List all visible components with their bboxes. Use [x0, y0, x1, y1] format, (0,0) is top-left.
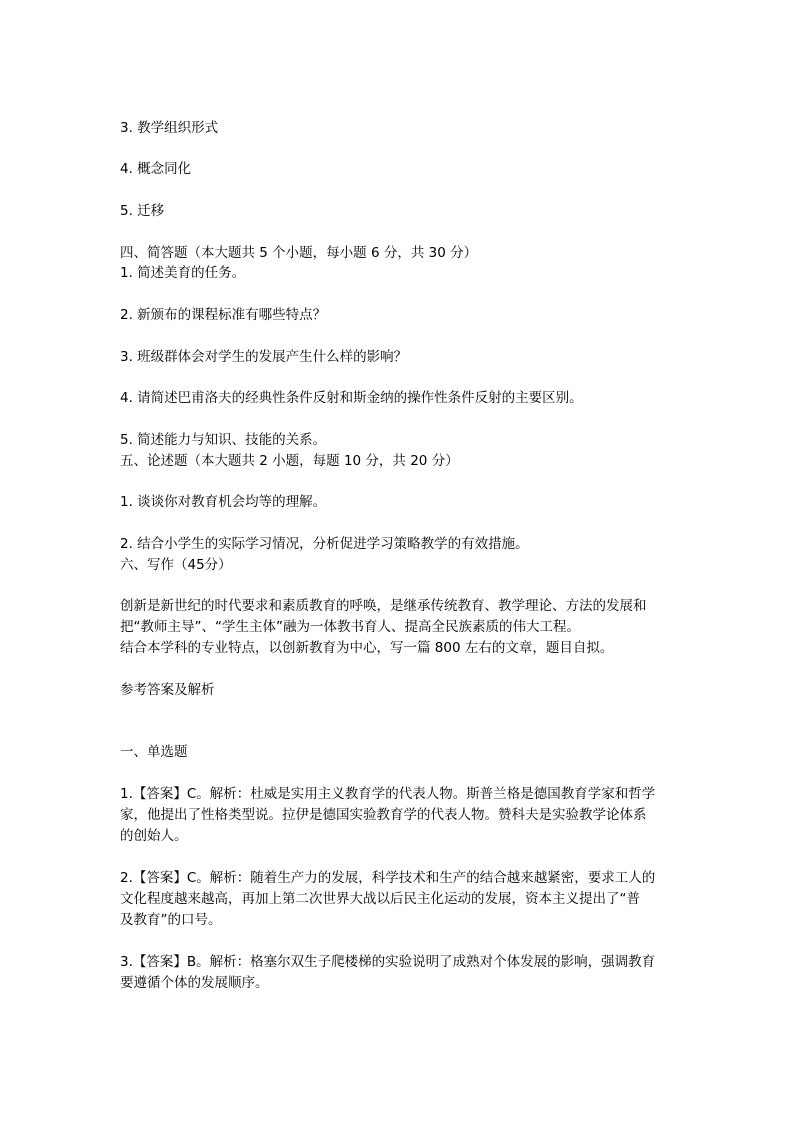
section-heading: 四、简答题（本大题共 5 个小题，每小题 6 分，共 30 分） [120, 245, 478, 261]
section-heading: 一、单选题 [120, 744, 188, 760]
answer-item: 要遵循个体的发展顺序。 [120, 975, 269, 991]
term-item: 4. 概念同化 [120, 161, 192, 177]
answer-item: 3.【答案】B。解析：格塞尔双生子爬楼梯的实验说明了成熟对个体发展的影响，强调教育 [120, 954, 656, 970]
term-item: 3. 教学组织形式 [120, 120, 219, 136]
question-item: 1. 谈谈你对教育机会均等的理解。 [120, 494, 327, 510]
term-item: 5. 迁移 [120, 203, 165, 219]
question-item: 2. 新颁布的课程标准有哪些特点？ [120, 307, 327, 323]
question-item: 5. 简述能力与知识、技能的关系。 [120, 432, 327, 448]
answers-title: 参考答案及解析 [120, 682, 215, 698]
answer-item: 及教育”的口号。 [120, 912, 222, 928]
answer-item: 家，他提出了性格类型说。拉伊是德国实验教育学的代表人物。赞科夫是实验教学论体系 [120, 807, 647, 823]
writing-prompt: 创新是新世纪的时代要求和素质教育的呼唤，是继承传统教育、教学理论、方法的发展和 [120, 598, 647, 614]
question-item: 3. 班级群体会对学生的发展产生什么样的影响？ [120, 349, 408, 365]
section-heading: 五、论述题（本大题共 2 小题，每题 10 分，共 20 分） [120, 453, 459, 469]
question-item: 2. 结合小学生的实际学习情况，分析促进学习策略教学的有效措施。 [120, 536, 529, 552]
question-item: 4. 请简述巴甫洛夫的经典性条件反射和斯金纳的操作性条件反射的主要区别。 [120, 390, 583, 406]
question-item: 1. 简述美育的任务。 [120, 265, 246, 281]
answer-item: 1.【答案】C。解析：杜威是实用主义教育学的代表人物。斯普兰格是德国教育学家和哲学 [120, 786, 656, 802]
answer-item: 文化程度越来越高，再加上第二次世界大战以后民主化运动的发展，资本主义提出了“普 [120, 891, 640, 907]
answer-item: 的创始人。 [120, 828, 188, 844]
writing-prompt: 结合本学科的专业特点，以创新教育为中心，写一篇 800 左右的文章，题目自拟。 [120, 640, 614, 656]
section-heading: 六、写作（45分） [120, 557, 232, 573]
answer-item: 2.【答案】C。解析：随着生产力的发展，科学技术和生产的结合越来越紧密，要求工人的 [120, 870, 656, 886]
writing-prompt: 把“教师主导”、“学生主体”融为一体教书育人、提高全民族素质的伟大工程。 [120, 619, 580, 635]
